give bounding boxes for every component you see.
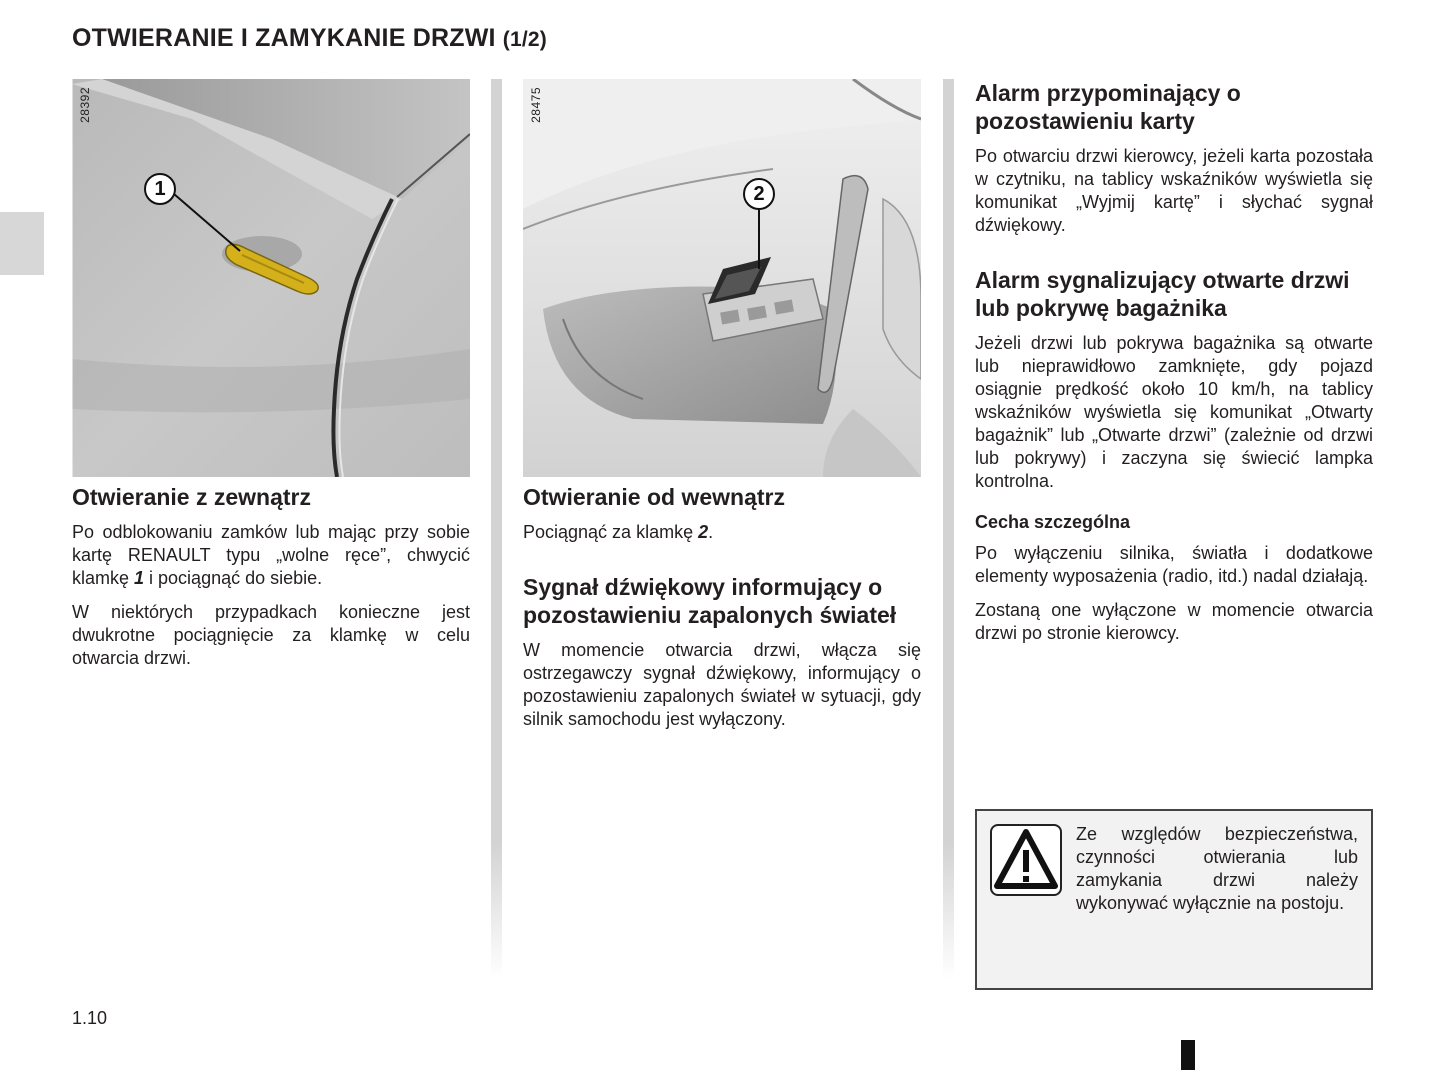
safety-warning-box: [975, 809, 1373, 990]
exterior-door-illustration: [72, 79, 470, 477]
paragraph-special-feature-2: Zostaną one wyłączone w momencie otwarcia drzwi po stronie kierowcy.: [975, 600, 1373, 643]
figure-code: 28475: [529, 87, 543, 123]
heading-open-door-alarm: Alarm sygnalizujący otwarte drzwi lub pokrywę bagażnika: [975, 267, 1350, 321]
side-tab: [0, 212, 44, 275]
page-number: 1.10: [72, 1008, 108, 1028]
figure-exterior-door-handle: [72, 79, 470, 477]
paragraph-interior-opening: [523, 521, 921, 544]
reference-1: 1: [134, 568, 145, 588]
text-fragment: .: [708, 522, 714, 542]
column-divider: [943, 79, 954, 979]
callout-1: 1: [144, 173, 176, 205]
text-fragment: i pociągnąć do siebie.: [144, 568, 323, 588]
warning-triangle-icon: [990, 824, 1062, 896]
column-alarms: [975, 79, 1373, 656]
reference-2: 2: [698, 522, 709, 542]
column-divider: [491, 79, 502, 979]
callout-2: 2: [743, 178, 775, 210]
heading-interior-opening: Otwieranie od wewnątrz: [523, 484, 785, 510]
text-fragment: Po odblokowaniu zamków lub mając przy sobie kartę RENAULT typu „wolne ręce”, chwycić klamkę: [72, 522, 470, 588]
safety-warning-text: Ze względów bezpieczeństwa, czynności otwierania lub zamykania drzwi należy wykonywać wyłącznie na postoju.: [1076, 824, 1358, 913]
paragraph-lights-on-alarm: W momencie otwarcia drzwi, włącza się ostrzegawczy sygnał dźwiękowy, informujący o pozostawieniu zapalonych świateł w sytuacji, gdy silnik samochodu jest wyłączony.: [523, 640, 921, 729]
page-title-text: OTWIERANIE I ZAMYKANIE DRZWI: [72, 24, 496, 52]
page-title: [72, 24, 547, 53]
column-exterior-opening: [72, 79, 470, 681]
paragraph-special-feature-1: Po wyłączeniu silnika, światła i dodatkowe elementy wyposażenia (radio, itd.) nadal działają.: [975, 543, 1373, 586]
heading-card-reminder-alarm: Alarm przypominający o pozostawieniu karty: [975, 80, 1241, 134]
heading-exterior-opening: Otwieranie z zewnątrz: [72, 484, 312, 510]
text-fragment: Pociągnąć za klamkę: [523, 522, 699, 542]
figure-code: 28392: [78, 87, 92, 123]
paragraph-exterior-opening-1: [72, 521, 470, 590]
page-title-suffix: (1/2): [502, 28, 547, 51]
column-interior-opening: [523, 79, 921, 742]
paragraph-open-door-alarm: Jeżeli drzwi lub pokrywa bagażnika są otwarte lub nieprawidłowo zamknięte, gdy pojazd osiągnie prędkość około 10 km/h, na tablicy wskaźników wyświetla się komunikat „Otwarty bagażnik” lub „Otwarte drzwi” (zależnie od drzwi lub pokrywy) i zaczyna się świecić lampka kontrolna.: [975, 333, 1373, 491]
subheading-special-feature: Cecha szczególna: [975, 512, 1131, 532]
figure-interior-door-handle: [523, 79, 921, 477]
paragraph-exterior-opening-2: W niektórych przypadkach konieczne jest dwukrotne pociągnięcie za klamkę w celu otwarcia drzwi.: [72, 602, 470, 668]
interior-door-illustration: [523, 79, 921, 477]
paragraph-card-reminder-alarm: Po otwarciu drzwi kierowcy, jeżeli karta pozostała w czytniku, na tablicy wskaźników wyświetla się komunikat „Wyjmij kartę” i słychać sygnał dźwiękowy.: [975, 146, 1373, 235]
heading-lights-on-alarm: Sygnał dźwiękowy informujący o pozostawieniu zapalonych świateł: [523, 574, 897, 628]
page-edge-marker: [1181, 1040, 1195, 1070]
